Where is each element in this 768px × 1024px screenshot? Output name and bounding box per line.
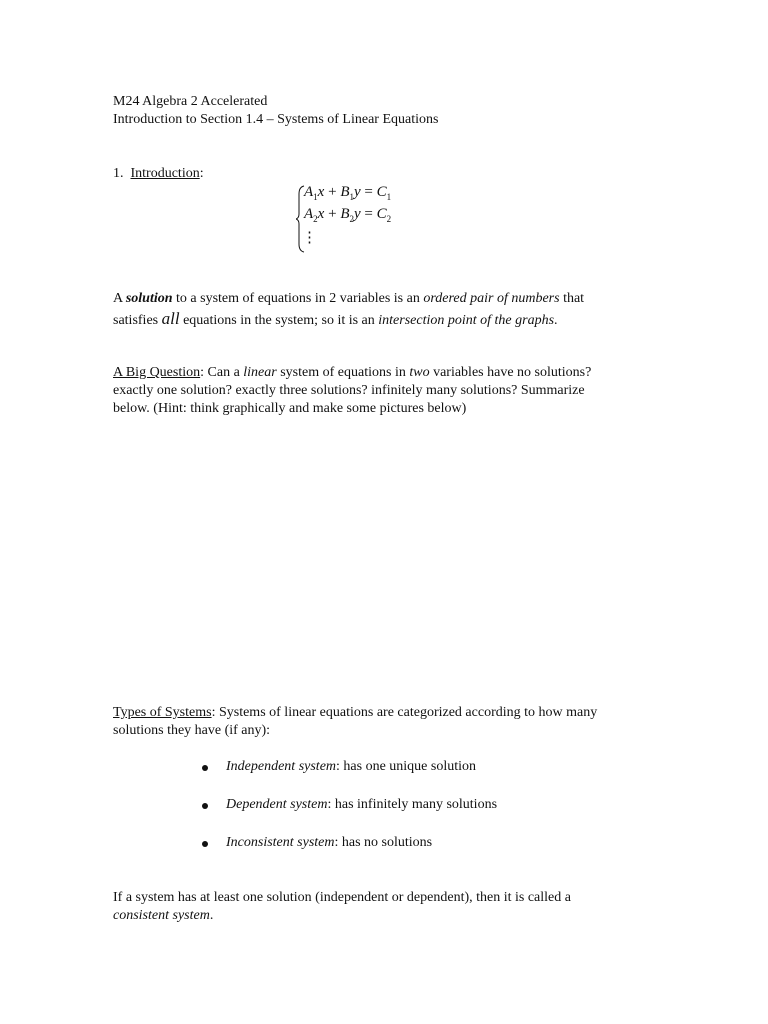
bullet-icon (202, 841, 208, 847)
consistent-line-2: consistent system. (113, 908, 214, 923)
types-heading: Types of Systems (113, 705, 212, 720)
equation-row-2: $A_2x + B_2y = C_2$ (304, 206, 392, 224)
big-question-line-1: A Big Question: Can a linear system of equations in two variables have no solutions? (113, 365, 592, 380)
big-question-heading: A Big Question (113, 365, 201, 380)
solution-term: solution (125, 291, 173, 306)
types-line-2: solutions they have (if any): (113, 723, 271, 738)
type-item-independent: Independent system: has one unique solution (226, 759, 477, 774)
big-question-line-2: exactly one solution? exactly three solutions? infinitely many solutions? Summarize (113, 383, 585, 398)
course-title: M24 Algebra 2 Accelerated (113, 94, 268, 109)
intro-number: 1. (113, 166, 124, 181)
solution-definition-line-2: satisfies all equations in the system; so it is an intersection point of the graphs. (113, 309, 558, 328)
intro-heading-line (113, 165, 204, 183)
consistent-line-1: If a system has at least one solution (independent or dependent), then it is called a (113, 890, 571, 905)
bullet-icon (202, 803, 208, 809)
all-emphasis: all (161, 309, 180, 328)
types-line-1: Types of Systems: Systems of linear equations are categorized according to how many (113, 705, 598, 720)
intro-heading: Introduction (130, 166, 200, 181)
equation-system (296, 184, 406, 254)
type-item-inconsistent: Inconsistent system: has no solutions (226, 835, 433, 850)
equation-row-1: $A_1x + B_1y = C_1$ (304, 184, 392, 202)
type-item-dependent: Dependent system: has infinitely many solutions (226, 797, 498, 812)
consistent-term: consistent system (113, 908, 210, 923)
intro-colon: : (199, 166, 204, 181)
solution-definition-line-1: A solution to a system of equations in 2 variables is an ordered pair of numbers that (113, 291, 585, 306)
section-title: Introduction to Section 1.4 – Systems of Linear Equations (113, 112, 439, 127)
big-question-line-3: below. (Hint: think graphically and make some pictures below) (113, 401, 467, 416)
equation-ellipsis: ⋮ (302, 230, 317, 246)
bullet-icon (202, 765, 208, 771)
